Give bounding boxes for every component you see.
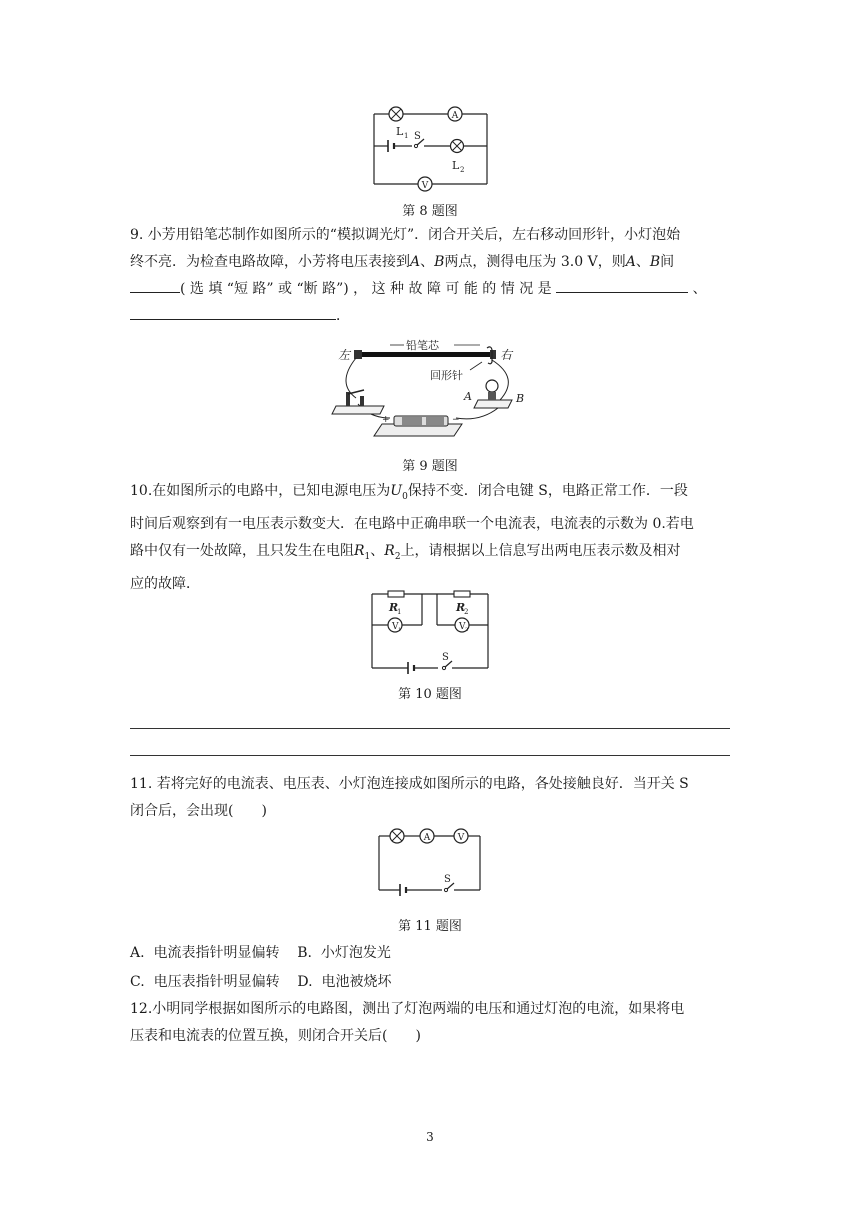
symbol-u: U: [390, 483, 403, 499]
q11-line-1: 11. 若将完好的电流表、电压表、小灯泡连接成如图所示的电路，各处接触良好．当开关 S: [130, 776, 689, 792]
question-12: [130, 996, 730, 1050]
q10-line-3: [130, 538, 730, 571]
q9-line-4: [130, 303, 730, 330]
answer-line-1[interactable]: [130, 728, 730, 729]
q10-text: 路中仅有一处故障，且只发生在电阻: [130, 542, 354, 559]
resistor-r2: [454, 591, 470, 597]
q9-text: 两点，测得电压为 3.0 V，则: [444, 254, 626, 270]
svg-text:左: 左: [338, 348, 351, 362]
svg-text:2: 2: [460, 166, 465, 174]
figure-10-caption: 第 10 题图: [398, 687, 462, 702]
svg-text:V: V: [459, 622, 466, 632]
ammeter-symbol: [448, 107, 462, 121]
q9-line-3: [130, 276, 730, 303]
svg-text:V: V: [457, 833, 465, 843]
point-b: B: [649, 254, 661, 270]
voltmeter-symbol: [454, 829, 468, 843]
question-11: [130, 771, 730, 825]
q10-text: 保持不变．闭合电键 S，电路正常工作．一段: [407, 483, 688, 499]
q12-line-2: 压表和电流表的位置互换，则闭合开关后( ): [130, 1028, 421, 1044]
answer-blank-fault-type[interactable]: [130, 278, 180, 293]
q9-line-2: [130, 249, 730, 276]
svg-text:2: 2: [464, 608, 469, 616]
svg-text:L: L: [452, 159, 460, 172]
svg-text:V: V: [421, 181, 429, 191]
q9-text: 间: [660, 254, 675, 270]
svg-text:1: 1: [397, 608, 402, 616]
figure-8-caption: 第 8 题图: [402, 204, 458, 219]
point-b: B: [434, 254, 445, 270]
figure-11-circuit: [374, 824, 486, 896]
q10-text: 、: [370, 542, 385, 559]
lamp-l2-symbol: [451, 140, 464, 153]
figure-9-pencil-dimmer: [330, 338, 540, 442]
svg-text:−: −: [452, 415, 460, 425]
q11-option-row-2[interactable]: C. 电压表指针明显偏转 D. 电池被烧坏: [130, 974, 392, 990]
q10-line-4: 应的故障．: [130, 575, 200, 592]
q11-option-row-1[interactable]: A. 电流表指针明显偏转 B. 小灯泡发光: [130, 945, 391, 961]
svg-text:A: A: [464, 390, 472, 403]
ammeter-symbol: [420, 829, 434, 843]
svg-text:回形针: 回形针: [430, 369, 463, 382]
svg-text:右: 右: [500, 348, 513, 362]
lamp-l1-symbol: [389, 107, 403, 121]
switch-board: [332, 390, 384, 414]
svg-text:R: R: [456, 601, 466, 614]
q11-line-2: 闭合后，会出现( ): [130, 803, 267, 819]
q9-text: ．: [336, 308, 350, 324]
svg-text:2: 2: [465, 627, 469, 633]
question-11-options: [130, 939, 730, 997]
answer-blank-case-1[interactable]: [556, 278, 688, 293]
page-number: 3: [426, 1130, 434, 1144]
svg-text:1: 1: [404, 132, 409, 140]
symbol-sub: 2: [394, 551, 401, 562]
lamp-symbol: [390, 829, 404, 843]
q10-line-1: [130, 478, 730, 511]
q9-text: ( 选 填 “短 路” 或 “断 路”) ， 这 种 故 障 可 能 的 情 况 是: [180, 281, 552, 297]
voltmeter-symbol: [418, 177, 432, 191]
answer-line-2[interactable]: [130, 755, 730, 756]
svg-text:A: A: [423, 833, 431, 843]
q9-text: 、: [420, 254, 435, 270]
svg-text:A: A: [451, 111, 459, 121]
symbol-sub: 0: [402, 491, 408, 502]
q12-line-1: 12.小明同学根据如图所示的电路图，测出了灯泡两端的电压和通过灯泡的电流，如果将电: [130, 1001, 685, 1017]
symbol-r: R: [354, 542, 365, 559]
q9-text: 、: [635, 254, 650, 270]
symbol-r: R: [384, 542, 395, 559]
point-a: A: [410, 254, 421, 270]
figure-8-circuit: [360, 98, 500, 194]
q9-text: 、: [692, 281, 707, 297]
symbol-sub: 1: [364, 551, 371, 562]
figure-11-caption: 第 11 题图: [398, 919, 462, 934]
svg-text:S: S: [414, 131, 421, 142]
q10-text: 10.在如图所示的电路中，已知电源电压为: [130, 483, 391, 499]
svg-text:R: R: [389, 601, 399, 614]
svg-text:S: S: [444, 874, 451, 885]
svg-text:+: +: [382, 415, 390, 425]
svg-text:L: L: [396, 125, 404, 138]
q9-text: 终不亮．为检查电路故障，小芳将电压表接到: [130, 254, 410, 270]
question-9: [130, 222, 730, 330]
q9-line-1: 9. 小芳用铅笔芯制作如图所示的“模拟调光灯”．闭合开关后，左右移动回形针，小灯泡始: [130, 227, 681, 243]
svg-text:B: B: [516, 392, 525, 405]
bulb-board: [474, 380, 512, 408]
svg-text:V: V: [392, 622, 399, 632]
svg-text:S: S: [442, 652, 449, 663]
svg-text:铅笔芯: 铅笔芯: [406, 339, 439, 352]
q10-text: 上，请根据以上信息写出两电压表示数及相对: [400, 542, 681, 559]
figure-10-circuit: [364, 588, 494, 674]
resistor-r1: [388, 591, 404, 597]
answer-blank-case-2[interactable]: [130, 305, 336, 320]
figure-9-caption: 第 9 题图: [402, 459, 458, 474]
question-10: [130, 478, 730, 598]
svg-text:1: 1: [398, 627, 402, 633]
q10-line-2: 时间后观察到有一电压表示数变大．在电路中正确串联一个电流表，电流表的示数为 0.若电: [130, 515, 694, 532]
point-a: A: [625, 254, 636, 270]
